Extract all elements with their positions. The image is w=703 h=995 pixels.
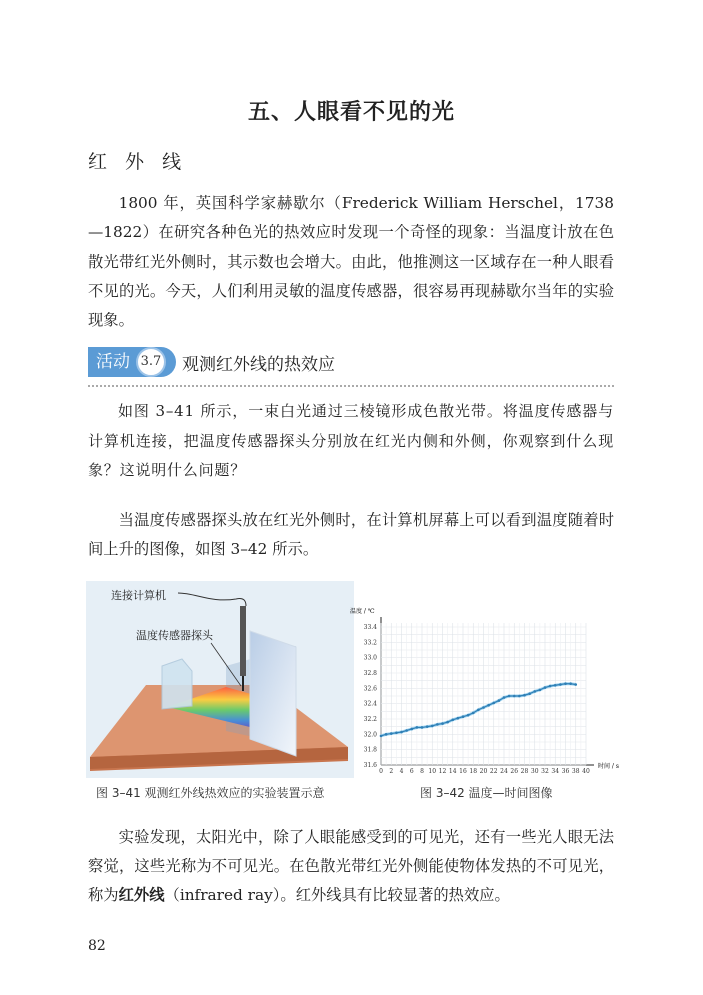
- x-tick-label: 30: [530, 767, 539, 775]
- paragraph-3-text: 实验发现，太阳光中，除了人眼能感受到的可见光，还有一些光人眼无法察觉，这些光称为不可见光。在色散光带红光外侧能使物体发热的不可见光，称为: [88, 827, 614, 905]
- experiment-illustration: [86, 581, 354, 778]
- data-point: [549, 684, 552, 687]
- data-point: [518, 694, 521, 697]
- x-tick-label: 26: [510, 767, 519, 775]
- data-point: [544, 686, 547, 689]
- y-axis-label: 温度 / ℃: [350, 607, 375, 615]
- data-point: [405, 729, 408, 732]
- data-point: [426, 725, 429, 728]
- x-tick-label: 14: [448, 767, 457, 775]
- data-point: [508, 694, 511, 697]
- figure-2-caption: 图 3–42 温度—时间图像: [420, 785, 553, 800]
- x-tick-label: 22: [489, 767, 498, 775]
- key-term: 红外线: [118, 886, 165, 905]
- data-point: [523, 694, 526, 697]
- data-point: [487, 703, 490, 706]
- data-point: [564, 682, 567, 685]
- page-title: 五、人眼看不见的光: [247, 99, 455, 125]
- data-point: [482, 706, 485, 709]
- page-number: 82: [88, 938, 106, 955]
- data-point: [400, 730, 403, 733]
- x-tick-label: 38: [571, 767, 580, 775]
- paragraph-2-text: 当温度传感器探头放在红光外侧时，在计算机屏幕上可以看到温度随着时间上升的图像，如图 3–42 所示。: [88, 510, 614, 559]
- data-point: [569, 682, 572, 685]
- data-point: [395, 731, 398, 734]
- figures-row: [86, 581, 619, 803]
- temperature-time-chart: [348, 603, 624, 783]
- activity-label: 活动: [96, 352, 130, 373]
- data-point: [436, 723, 439, 726]
- data-point: [554, 684, 557, 687]
- y-tick-label: 32.8: [363, 669, 377, 677]
- activity-badge: [88, 347, 176, 377]
- page-content: [88, 0, 619, 984]
- activity-title: 观测红外线的热效应: [182, 354, 335, 375]
- data-point: [390, 732, 393, 735]
- data-point: [574, 683, 577, 686]
- y-tick-label: 32.2: [363, 715, 377, 723]
- x-tick-label: 34: [551, 767, 560, 775]
- y-tick-label: 31.8: [363, 746, 377, 754]
- activity-body: 如图 3–41 所示，一束白光通过三棱镜形成色散光带。将温度传感器与计算机连接，把温度传感器探头分别放在红光内侧和外侧，你观察到什么现象？这说明什么问题？: [88, 402, 614, 480]
- data-point: [385, 733, 388, 736]
- x-axis-label: 时间 / s: [598, 762, 619, 770]
- activity-text: [88, 397, 614, 486]
- data-point: [416, 726, 419, 729]
- x-tick-label: 4: [399, 767, 404, 775]
- x-tick-label: 40: [582, 767, 590, 775]
- y-tick-label: 32.6: [363, 684, 377, 692]
- x-tick-label: 24: [500, 767, 508, 775]
- data-point: [410, 727, 413, 730]
- activity-number: 3.7: [136, 347, 166, 377]
- data-point: [477, 708, 480, 711]
- x-tick-label: 2: [389, 767, 394, 775]
- x-tick-label: 20: [479, 767, 488, 775]
- paragraph-2: [88, 506, 614, 565]
- x-tick-label: 18: [469, 767, 478, 775]
- data-point: [503, 696, 506, 699]
- data-point: [462, 715, 465, 718]
- data-point: [457, 717, 460, 720]
- data-point: [498, 699, 501, 702]
- x-tick-label: 10: [428, 767, 437, 775]
- x-tick-label: 0: [379, 767, 383, 775]
- data-point: [528, 692, 531, 695]
- y-tick-label: 33.4: [363, 623, 377, 631]
- section-heading: 红 外 线: [88, 151, 188, 173]
- x-tick-label: 12: [438, 767, 447, 775]
- activity-header: [88, 347, 614, 377]
- data-point: [431, 724, 434, 727]
- data-point: [451, 718, 454, 721]
- label-sensor-probe: 温度传感器探头: [136, 628, 213, 642]
- x-tick-label: 36: [561, 767, 570, 775]
- x-tick-label: 6: [409, 767, 414, 775]
- paragraph-3: [88, 823, 614, 911]
- data-point: [513, 694, 516, 697]
- data-point: [539, 688, 542, 691]
- data-point: [441, 722, 444, 725]
- x-tick-label: 16: [459, 767, 467, 775]
- data-point: [446, 720, 449, 723]
- figure-1-caption: 图 3–41 观测红外线热效应的实验装置示意: [96, 785, 325, 800]
- x-tick-label: 32: [541, 767, 549, 775]
- data-point: [380, 734, 383, 737]
- data-point: [559, 683, 562, 686]
- apparatus-drawing: [86, 581, 354, 778]
- data-point: [421, 726, 424, 729]
- intro-text: 1800 年，英国科学家赫歇尔（Frederick William Herschel，1738—1822）在研究各种色光的热效应时发现一个奇怪的现象：当温度计放在色散光带红光外侧时，其示数也会增大。由此，他推测这一区域存在一种人眼看不见的光。今天，人们利用灵敏的温度传感器，很容易再现赫歇尔当年的实验现象。: [88, 194, 614, 330]
- paragraph-3-tail: （infrared ray）。红外线具有比较显著的热效应。: [164, 886, 510, 905]
- y-tick-label: 33.2: [363, 638, 377, 646]
- x-tick-label: 8: [420, 767, 424, 775]
- data-point: [533, 690, 536, 693]
- divider: [88, 385, 614, 387]
- y-tick-label: 31.6: [363, 761, 377, 769]
- y-tick-label: 33.0: [363, 654, 377, 662]
- y-tick-label: 32.0: [363, 730, 377, 738]
- label-connect-computer: 连接计算机: [111, 588, 166, 602]
- y-tick-label: 32.4: [363, 700, 377, 708]
- data-point: [467, 713, 470, 716]
- data-point: [492, 701, 495, 704]
- intro-paragraph: [88, 189, 614, 335]
- data-point: [472, 711, 475, 714]
- x-tick-label: 28: [520, 767, 529, 775]
